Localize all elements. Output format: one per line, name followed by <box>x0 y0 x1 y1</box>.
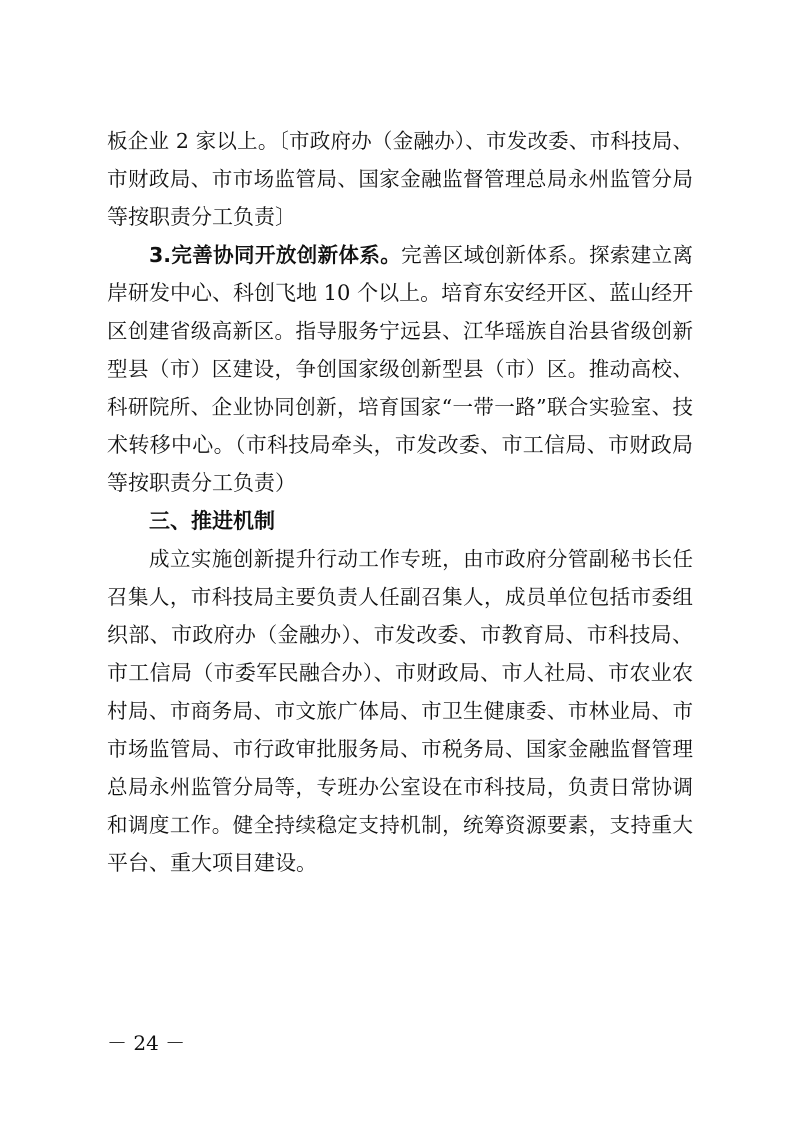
text-line: 市财政局、市市场监管局、国家金融监督管理总局永州监管分局 <box>107 167 693 191</box>
text-line: 总局永州监管分局等，专班办公室设在市科技局，负责日常协调 <box>107 775 693 799</box>
text-line: 等按职责分工负责） <box>107 471 296 495</box>
text-line: 板企业 2 家以上。〔市政府办（金融办）、市发改委、市科技局、 <box>107 129 693 153</box>
text-span: 完善区域创新体系。探索建立离 <box>401 243 694 267</box>
paragraph-2 <box>107 236 693 502</box>
text-line: 平台、重大项目建设。 <box>107 851 317 875</box>
text-line: 型县（市）区建设，争创国家级创新型县（市）区。推动高校、 <box>107 357 693 381</box>
text-line: 织部、市政府办（金融办）、市发改委、市教育局、市科技局、 <box>107 623 693 647</box>
text-line: 市工信局（市委军民融合办）、市财政局、市人社局、市农业农 <box>107 661 693 685</box>
text-line: 区创建省级高新区。指导服务宁远县、江华瑶族自治县省级创新 <box>107 319 693 343</box>
text-line: 术转移中心。（市科技局牵头，市发改委、市工信局、市财政局 <box>107 433 693 457</box>
text-line: 岸研发中心、科创飞地 10 个以上。培育东安经开区、蓝山经开 <box>107 281 694 305</box>
section-heading: 三、推进机制 <box>149 509 275 533</box>
text-line: 成立实施创新提升行动工作专班，由市政府分管副秘书长任 <box>149 547 693 571</box>
paragraph-3 <box>107 540 693 882</box>
subsection-title: 3.完善协同开放创新体系。 <box>149 243 402 267</box>
text-line <box>107 236 693 274</box>
text-line: 等按职责分工负责〕 <box>107 205 296 229</box>
page-number: － 24 － <box>107 1031 186 1055</box>
body-text <box>107 122 693 882</box>
text-line: 和调度工作。健全持续稳定支持机制，统筹资源要素，支持重大 <box>107 813 693 837</box>
text-line: 科研院所、企业协同创新，培育国家“一带一路”联合实验室、技 <box>107 395 693 419</box>
text-line: 村局、市商务局、市文旅广体局、市卫生健康委、市林业局、市 <box>107 699 693 723</box>
text-line: 召集人，市科技局主要负责人任副召集人，成员单位包括市委组 <box>107 585 693 609</box>
text-line: 市场监管局、市行政审批服务局、市税务局、国家金融监督管理 <box>107 737 693 761</box>
paragraph-1 <box>107 122 693 236</box>
